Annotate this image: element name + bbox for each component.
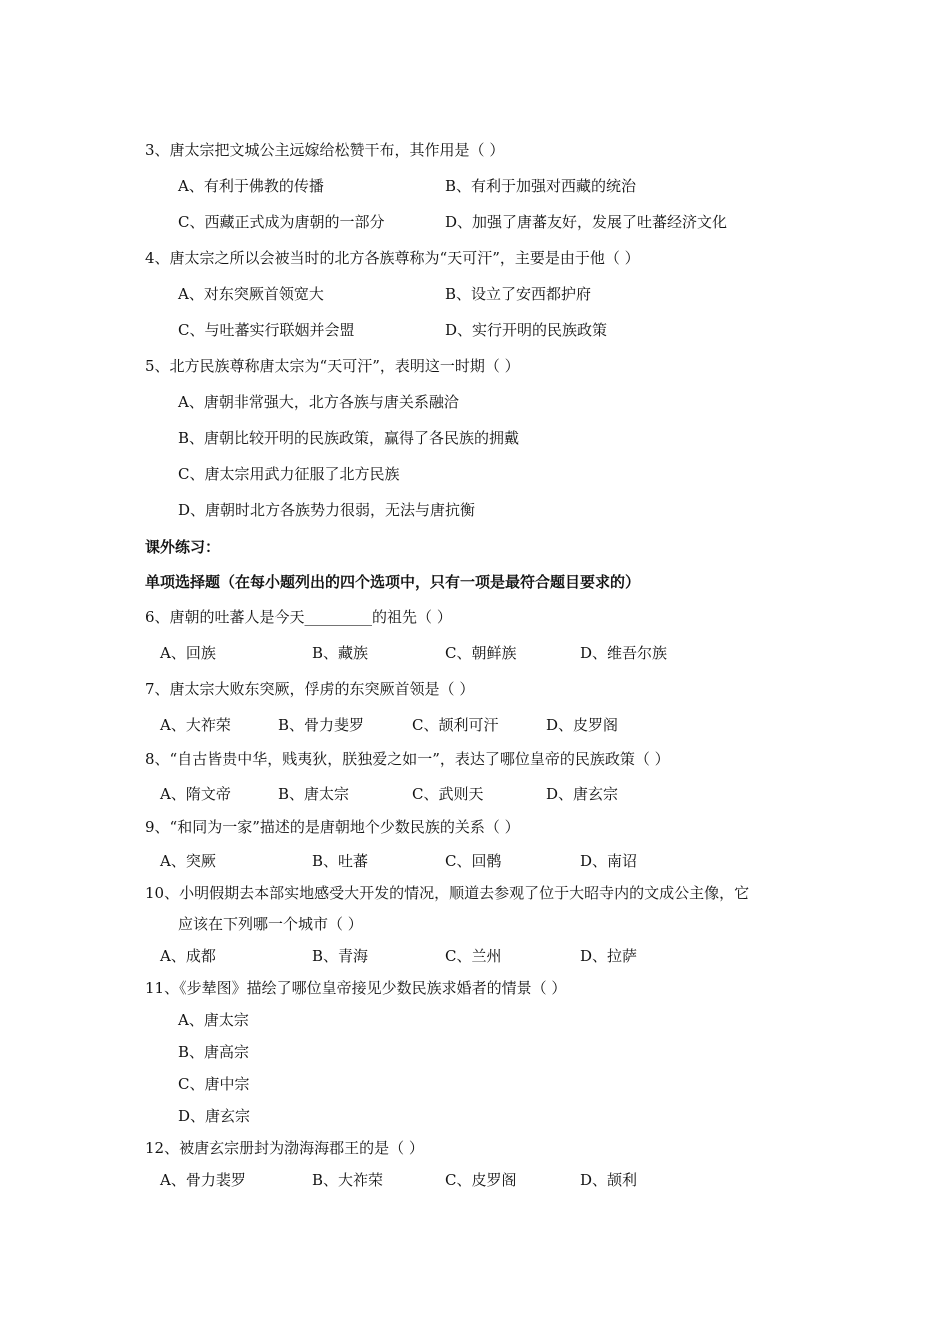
question-7-option-d: D、皮罗阁 [546, 716, 619, 734]
question-10-option-a: A、成都 [160, 947, 216, 965]
question-12-option-a: A、骨力裴罗 [160, 1171, 246, 1189]
question-3-option-d: D、加强了唐蕃友好，发展了吐蕃经济文化 [445, 213, 728, 231]
question-4-option-c: C、与吐蕃实行联姻并会盟 [178, 321, 355, 339]
question-11-stem: 11、《步辇图》描绘了哪位皇帝接见少数民族求婚者的情景（ ） [145, 979, 567, 997]
question-9-option-d: D、南诏 [580, 852, 638, 870]
question-4-option-b: B、设立了安西都护府 [445, 285, 592, 303]
question-5-option-a: A、唐朝非常强大，北方各族与唐关系融洽 [178, 393, 459, 411]
question-8-option-d: D、唐玄宗 [546, 785, 619, 803]
question-9-option-b: B、吐蕃 [312, 852, 369, 870]
question-3-option-c: C、西藏正式成为唐朝的一部分 [178, 213, 385, 231]
question-7-stem: 7、唐太宗大败东突厥，俘虏的东突厥首领是（ ） [145, 680, 475, 698]
question-6-option-d: D、维吾尔族 [580, 644, 668, 662]
question-11-option-c: C、唐中宗 [178, 1075, 250, 1093]
question-10-stem: 10、小明假期去本部实地感受大开发的情况，顺道去参观了位于大昭寺内的文成公主像，它 [145, 884, 750, 902]
question-11-option-b: B、唐高宗 [178, 1043, 250, 1061]
question-3-option-a: A、有利于佛教的传播 [178, 177, 324, 195]
section-title: 课外练习： [145, 538, 221, 556]
question-5-option-b: B、唐朝比较开明的民族政策，赢得了各民族的拥戴 [178, 429, 520, 447]
question-9-stem: 9、“和同为一家”描述的是唐朝地个少数民族的关系（ ） [145, 818, 520, 836]
question-8-stem: 8、“自古皆贵中华，贱夷狄，朕独爱之如一”，表达了哪位皇帝的民族政策（ ） [145, 750, 670, 768]
question-7-option-c: C、颉利可汗 [412, 716, 499, 734]
question-4-option-d: D、实行开明的民族政策 [445, 321, 608, 339]
question-12-option-c: C、皮罗阁 [445, 1171, 517, 1189]
question-12-stem: 12、被唐玄宗册封为渤海海郡王的是（ ） [145, 1139, 424, 1157]
question-10-option-d: D、拉萨 [580, 947, 638, 965]
question-5-option-d: D、唐朝时北方各族势力很弱，无法与唐抗衡 [178, 501, 476, 519]
question-8-option-b: B、唐太宗 [278, 785, 350, 803]
question-3-option-b: B、有利于加强对西藏的统治 [445, 177, 637, 195]
question-3-stem: 3、唐太宗把文城公主远嫁给松赞干布，其作用是（ ） [145, 141, 505, 159]
question-4-stem: 4、唐太宗之所以会被当时的北方各族尊称为“天可汗”，主要是由于他（ ） [145, 249, 640, 267]
question-10-option-b: B、青海 [312, 947, 369, 965]
question-4-option-a: A、对东突厥首领宽大 [178, 285, 324, 303]
question-11-option-a: A、唐太宗 [178, 1011, 249, 1029]
question-6-option-a: A、回族 [160, 644, 216, 662]
section-instruction: 单项选择题（在每小题列出的四个选项中，只有一项是最符合题目要求的） [145, 573, 641, 591]
question-9-option-c: C、回鹘 [445, 852, 502, 870]
question-6-option-c: C、朝鲜族 [445, 644, 517, 662]
question-12-option-b: B、大祚荣 [312, 1171, 384, 1189]
question-11-option-d: D、唐玄宗 [178, 1107, 251, 1125]
question-12-option-d: D、颉利 [580, 1171, 638, 1189]
question-6-option-b: B、藏族 [312, 644, 369, 662]
question-8-option-a: A、隋文帝 [160, 785, 231, 803]
question-8-option-c: C、武则天 [412, 785, 484, 803]
question-5-stem: 5、北方民族尊称唐太宗为“天可汗”，表明这一时期（ ） [145, 357, 520, 375]
question-6-stem: 6、唐朝的吐蕃人是今天_________的祖先（ ） [145, 608, 452, 626]
question-10-option-c: C、兰州 [445, 947, 502, 965]
question-5-option-c: C、唐太宗用武力征服了北方民族 [178, 465, 400, 483]
question-7-option-a: A、大祚荣 [160, 716, 231, 734]
question-10-stem-continued: 应该在下列哪一个城市（ ） [178, 915, 363, 933]
question-7-option-b: B、骨力斐罗 [278, 716, 365, 734]
question-9-option-a: A、突厥 [160, 852, 216, 870]
